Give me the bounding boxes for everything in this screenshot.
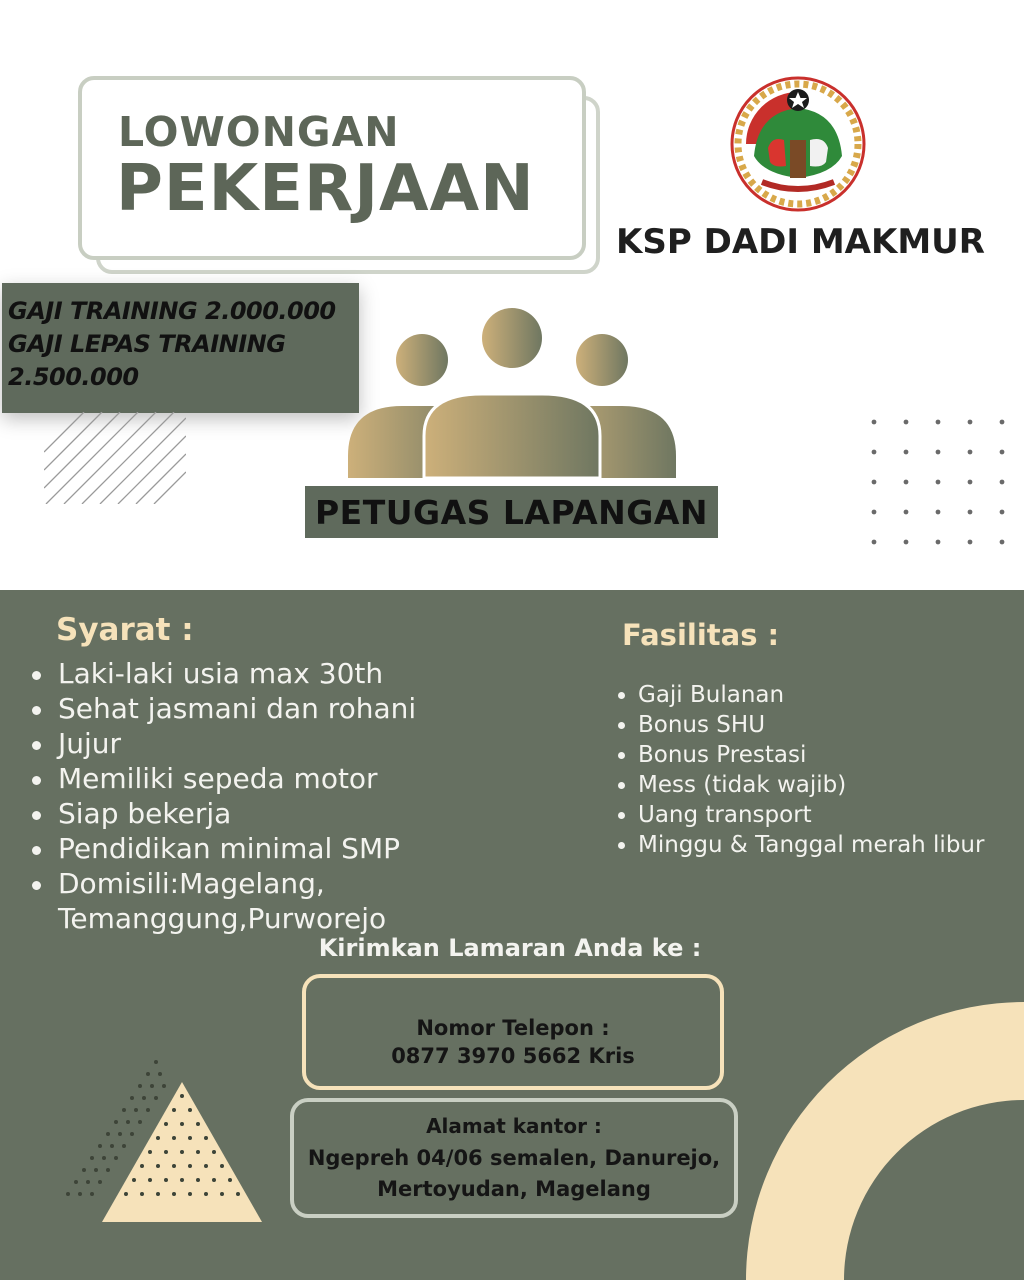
- facility-item: Minggu & Tanggal merah libur: [612, 830, 1024, 860]
- position-banner: [305, 486, 718, 538]
- apply-instruction: Kirimkan Lamaran Anda ke :: [318, 934, 702, 962]
- address-contact-box: [290, 1098, 738, 1218]
- salary-training: GAJI TRAINING 2.000.000: [8, 297, 336, 325]
- headline-lowongan: LOWONGAN: [118, 108, 400, 156]
- dotted-triangle-decoration: [60, 1056, 270, 1226]
- quarter-arc-decoration: [740, 996, 1024, 1280]
- address-line-2: Mertoyudan, Magelang: [377, 1177, 651, 1201]
- requirements-list: [26, 656, 486, 936]
- phone-label: Nomor Telepon :: [416, 1016, 610, 1040]
- facility-item: Bonus Prestasi: [612, 740, 1024, 770]
- requirement-item: Pendidikan minimal SMP: [26, 831, 486, 866]
- requirement-item: Domisili:Magelang, Temanggung,Purworejo: [26, 866, 486, 936]
- top-section: [0, 0, 1024, 590]
- requirement-item: Jujur: [26, 726, 486, 761]
- organization-name: KSP DADI MAKMUR: [616, 222, 985, 262]
- people-group-icon: [346, 306, 678, 478]
- salary-panel: [2, 283, 359, 413]
- phone-number: 0877 3970 5662 Kris: [391, 1044, 635, 1068]
- facility-item: Bonus SHU: [612, 710, 1024, 740]
- address-label: Alamat kantor :: [426, 1114, 602, 1138]
- salary-after-training-value: 2.500.000: [8, 363, 139, 391]
- requirement-item: Laki-laki usia max 30th: [26, 656, 486, 691]
- facility-item: Uang transport: [612, 800, 1024, 830]
- phone-contact-box: [302, 974, 724, 1090]
- facility-item: Mess (tidak wajib): [612, 770, 1024, 800]
- facilities-heading: Fasilitas :: [622, 618, 780, 652]
- requirements-heading: Syarat :: [56, 612, 194, 648]
- position-title: PETUGAS LAPANGAN: [314, 493, 709, 532]
- koperasi-logo-icon: [728, 74, 868, 214]
- facility-item: Gaji Bulanan: [612, 680, 1024, 710]
- requirement-item: Siap bekerja: [26, 796, 486, 831]
- facilities-list: [612, 680, 1024, 860]
- salary-after-training-label: GAJI LEPAS TRAINING: [8, 330, 286, 358]
- requirement-item: Memiliki sepeda motor: [26, 761, 486, 796]
- headline-pekerjaan: PEKERJAAN: [116, 152, 535, 226]
- address-line-1: Ngepreh 04/06 semalen, Danurejo,: [307, 1146, 721, 1170]
- requirement-item: Sehat jasmani dan rohani: [26, 691, 486, 726]
- diagonal-hatch-decoration: [44, 412, 186, 504]
- dot-grid-decoration: [866, 414, 1016, 554]
